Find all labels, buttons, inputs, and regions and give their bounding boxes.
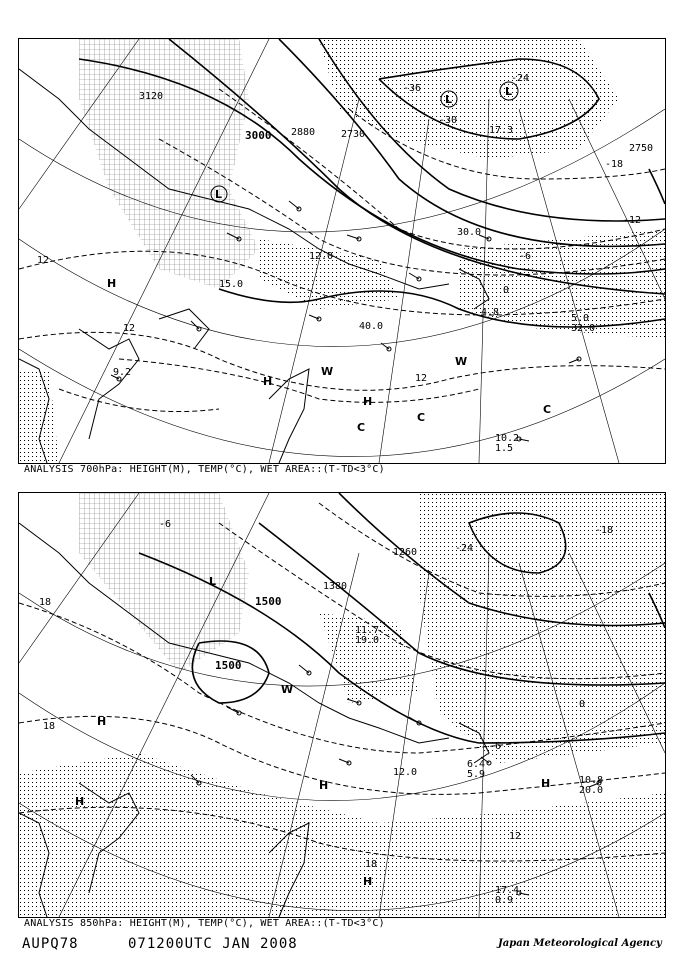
- obs-value: 32.0: [571, 323, 596, 334]
- temp-label: 18: [43, 721, 56, 732]
- temp-label: 12: [123, 323, 136, 334]
- height-label: 3000: [245, 129, 272, 142]
- obs-value: 20.0: [579, 785, 604, 796]
- obs-value: 17.4: [495, 885, 520, 896]
- height-label: 2730: [341, 129, 366, 140]
- obs-value: 10.8: [579, 775, 604, 786]
- temp-label: 12: [37, 255, 50, 266]
- height-label: 1260: [393, 547, 418, 558]
- map-panel-700hpa: [18, 38, 666, 464]
- low-pressure-symbol: L: [209, 575, 217, 588]
- warm-symbol: W: [455, 355, 468, 368]
- wet-area-850: [19, 493, 665, 917]
- wet-area-700: [19, 39, 665, 463]
- obs-value: 19.0: [355, 635, 380, 646]
- valid-time: 071200UTC JAN 2008: [128, 936, 298, 952]
- cold-symbol: C: [543, 403, 552, 416]
- agency-name: Japan Meteorological Agency: [498, 938, 662, 949]
- low-pressure-symbol: L: [505, 85, 513, 98]
- temp-label: 12: [509, 831, 522, 842]
- temp-label: 12: [415, 373, 428, 384]
- high-pressure-symbol: H: [75, 795, 85, 808]
- high-pressure-symbol: H: [107, 277, 117, 290]
- obs-value: 30.0: [457, 227, 482, 238]
- obs-value: 11.7: [355, 625, 380, 636]
- warm-symbol: W: [281, 683, 294, 696]
- temp-label: -24: [455, 543, 474, 554]
- height-label: 1500: [255, 595, 282, 608]
- low-pressure-symbol: L: [445, 93, 453, 106]
- obs-value: 10.2: [495, 433, 520, 444]
- temp-label: 0: [503, 285, 510, 296]
- obs-value: 12.0: [393, 767, 418, 778]
- obs-value: 40.0: [359, 321, 384, 332]
- high-pressure-symbol: H: [363, 875, 373, 888]
- high-pressure-symbol: H: [541, 777, 551, 790]
- height-label: 3120: [139, 91, 164, 102]
- obs-value: 4.8: [481, 307, 500, 318]
- cold-symbol: C: [417, 411, 426, 424]
- high-pressure-symbol: H: [319, 779, 329, 792]
- high-pressure-symbol: H: [97, 715, 107, 728]
- obs-value: 9.2: [113, 367, 132, 378]
- map-850hpa-svg: [19, 493, 665, 917]
- temp-label: -6: [159, 519, 172, 530]
- temp-label: -6: [519, 251, 532, 262]
- warm-symbol: W: [321, 365, 334, 378]
- height-label: 2750: [629, 143, 654, 154]
- temp-label: 18: [39, 597, 52, 608]
- height-label: 2880: [291, 127, 316, 138]
- temp-label: -12: [623, 215, 642, 226]
- temp-label: -36: [403, 83, 422, 94]
- height-label: 1500: [215, 659, 242, 672]
- obs-value: 5.0: [571, 313, 590, 324]
- temp-label: -18: [605, 159, 624, 170]
- obs-value: 17.3: [489, 125, 514, 136]
- temp-label: -18: [595, 525, 614, 536]
- temp-label: 18: [365, 859, 378, 870]
- temp-label: 6: [495, 741, 502, 752]
- caption-850hpa: ANALYSIS 850hPa: HEIGHT(M), TEMP(°C), WET AREA::(T-TD<3°C): [24, 918, 385, 929]
- obs-value: 5.9: [467, 769, 486, 780]
- temp-label: -30: [439, 115, 458, 126]
- temp-label: 0: [579, 699, 586, 710]
- height-label: 1380: [323, 581, 348, 592]
- obs-value: 6.4: [467, 759, 486, 770]
- caption-700hpa: ANALYSIS 700hPa: HEIGHT(M), TEMP(°C), WET AREA::(T-TD<3°C): [24, 464, 385, 475]
- map-700hpa-svg: [19, 39, 665, 463]
- high-pressure-symbol: H: [263, 375, 273, 388]
- chart-id: AUPQ78: [22, 936, 79, 952]
- high-pressure-symbol: H: [363, 395, 373, 408]
- map-panel-850hpa: [18, 492, 666, 918]
- cold-symbol: C: [357, 421, 366, 434]
- obs-value: 0.9: [495, 895, 514, 906]
- temp-label: -24: [511, 73, 530, 84]
- obs-value: 15.0: [219, 279, 244, 290]
- low-pressure-symbol: L: [215, 188, 223, 201]
- obs-value: 12.0: [309, 251, 334, 262]
- obs-value: 1.5: [495, 443, 514, 454]
